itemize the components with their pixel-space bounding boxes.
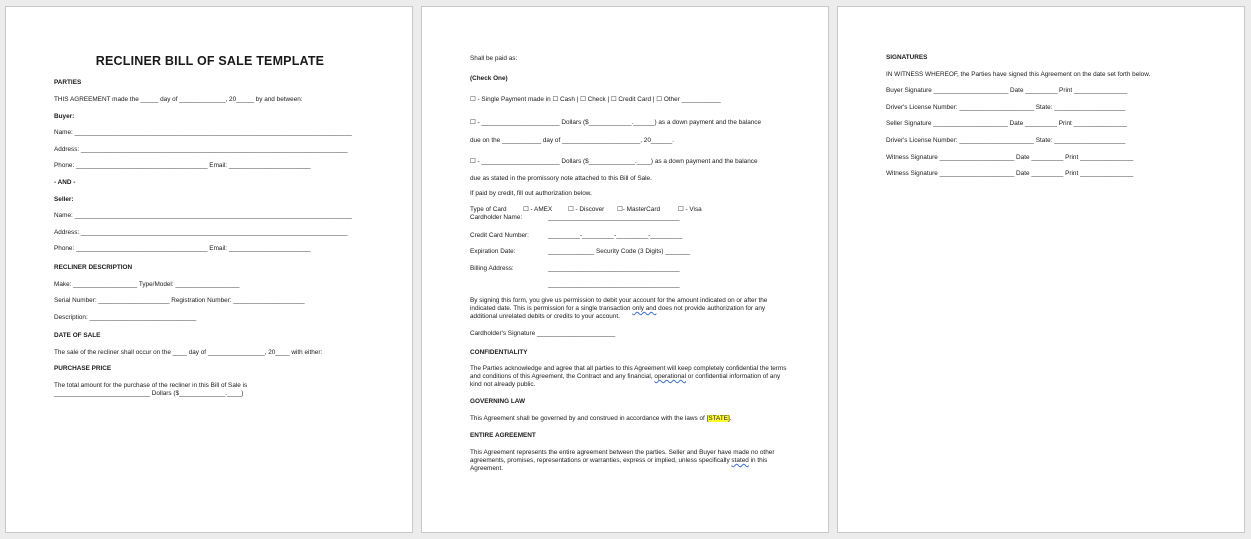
buyer-phone-email-field: Phone: _____________________________________ Email: _______________________ (54, 162, 311, 169)
signatures-heading: SIGNATURES (886, 54, 928, 61)
agreement-line: THIS AGREEMENT made the _____ day of _____________, 20_____ by and between: (54, 96, 303, 103)
seller-license-line: Driver's License Number: _____________________ State: ____________________ (886, 137, 1126, 144)
down-payment-option-1: ☐ - ______________________ Dollars ($____________.______) as a down payment and the balance (470, 119, 762, 126)
document-page-1 (5, 6, 413, 533)
purchase-price-line-1: The total amount for the purchase of the recliner in this Bill of Sale is (54, 382, 248, 389)
document-title: RECLINER BILL OF SALE TEMPLATE (95, 54, 325, 68)
mastercard-checkbox: ☐- MasterCard (617, 206, 661, 213)
cardholder-name-line: _____________________________________ (548, 214, 680, 221)
card-number-line: _________-_________-_________-_________ (548, 232, 683, 239)
type-of-card-label: Type of Card (470, 206, 507, 213)
document-page-2 (421, 6, 829, 533)
single-payment-option: ☐ - Single Payment made in ☐ Cash | ☐ Check | ☐ Credit Card | ☐ Other ___________ (470, 96, 721, 103)
purchase-price-line-2: ___________________________ Dollars ($_____________.____) (54, 390, 244, 397)
date-of-sale-line: The sale of the recliner shall occur on the ____ day of ________________, 20____ with either: (54, 349, 323, 356)
buyer-address-field: Address: ___________________________________________________________________________ (54, 146, 348, 153)
make-model-field: Make: __________________ Type/Model: __________________ (54, 281, 240, 288)
billing-address-line-2: _____________________________________ (548, 281, 680, 288)
seller-name-field: Name: ______________________________________________________________________________ (54, 212, 352, 219)
seller-signature-line: Seller Signature _____________________ Date _________ Print _______________ (886, 120, 1127, 127)
expiration-security-line: _____________ Security Code (3 Digits) _______ (548, 248, 691, 255)
confidentiality-paragraph: The Parties acknowledge and agree that all parties to this Agreement will keep completely confidential the terms and conditions of this Agreement, the Contract and any financial, operational or confidential information of any kind not already public. (470, 365, 787, 388)
seller-label: Seller: (54, 196, 74, 203)
description-field: Description: ______________________________ (54, 314, 197, 321)
confidentiality-heading: CONFIDENTIALITY (470, 349, 528, 356)
governing-law-paragraph: This Agreement shall be governed by and construed in accordance with the laws of [STATE]. (470, 415, 732, 422)
expiration-label: Expiration Date: (470, 248, 516, 255)
seller-address-field: Address: ___________________________________________________________________________ (54, 229, 348, 236)
check-one-label: (Check One) (470, 75, 508, 82)
witness-signature-line-1: Witness Signature _____________________ Date _________ Print _______________ (886, 154, 1134, 161)
purchase-price-heading: PURCHASE PRICE (54, 365, 112, 372)
down-payment-option-1-due: due on the ___________ day of ______________________, 20______. (470, 137, 674, 144)
governing-law-heading: GOVERNING LAW (470, 398, 526, 405)
down-payment-option-2-due: due as stated in the promissory note attached to this Bill of Sale. (470, 175, 652, 182)
cardholder-signature-line: Cardholder's Signature ______________________ (470, 330, 616, 337)
down-payment-option-2: ☐ - ______________________ Dollars ($_____________.____) as a down payment and the balance (470, 158, 758, 165)
cardholder-name-label: Cardholder Name: (470, 214, 523, 221)
entire-agreement-heading: ENTIRE AGREEMENT (470, 432, 536, 439)
buyer-license-line: Driver's License Number: _____________________ State: ____________________ (886, 104, 1126, 111)
buyer-name-field: Name: ______________________________________________________________________________ (54, 129, 352, 136)
buyer-label: Buyer: (54, 113, 75, 120)
discover-checkbox: ☐ - Discover (568, 206, 605, 213)
document-page-3 (837, 6, 1245, 533)
card-number-label: Credit Card Number: (470, 232, 529, 239)
recliner-description-heading: RECLINER DESCRIPTION (54, 264, 133, 271)
serial-registration-field: Serial Number: ____________________ Registration Number: ____________________ (54, 297, 305, 304)
billing-address-label: Billing Address: (470, 265, 514, 272)
witness-whereof-line: IN WITNESS WHEREOF, the Parties have signed this Agreement on the date set forth below. (886, 71, 1151, 78)
and-separator: - AND - (54, 179, 76, 186)
buyer-signature-line: Buyer Signature _____________________ Date _________ Print _______________ (886, 87, 1128, 94)
witness-signature-line-2: Witness Signature _____________________ Date _________ Print _______________ (886, 170, 1134, 177)
credit-intro-line: If paid by credit, fill out authorization below. (470, 190, 592, 197)
visa-checkbox: ☐ - Visa (678, 206, 702, 213)
amex-checkbox: ☐ - AMEX (523, 206, 553, 213)
billing-address-line-1: _____________________________________ (548, 265, 680, 272)
seller-phone-email-field: Phone: _____________________________________ Email: _______________________ (54, 245, 311, 252)
entire-agreement-paragraph: This Agreement represents the entire agreement between the parties. Seller and Buyer have made no other agreements, promises, representations or warranties, express or implied, unless specifically stated in this Agreement. (470, 449, 775, 472)
state-placeholder: [STATE] (706, 415, 730, 422)
parties-heading: PARTIES (54, 79, 82, 86)
date-of-sale-heading: DATE OF SALE (54, 332, 101, 339)
permission-paragraph: By signing this form, you give us permission to debit your account for the amount indicated on or after the indicated date. This is permission for a single transaction only and does not provide authorization for any additional unrelated debits or credits to your account. (470, 297, 768, 320)
paid-as-line: Shall be paid as: (470, 55, 518, 62)
